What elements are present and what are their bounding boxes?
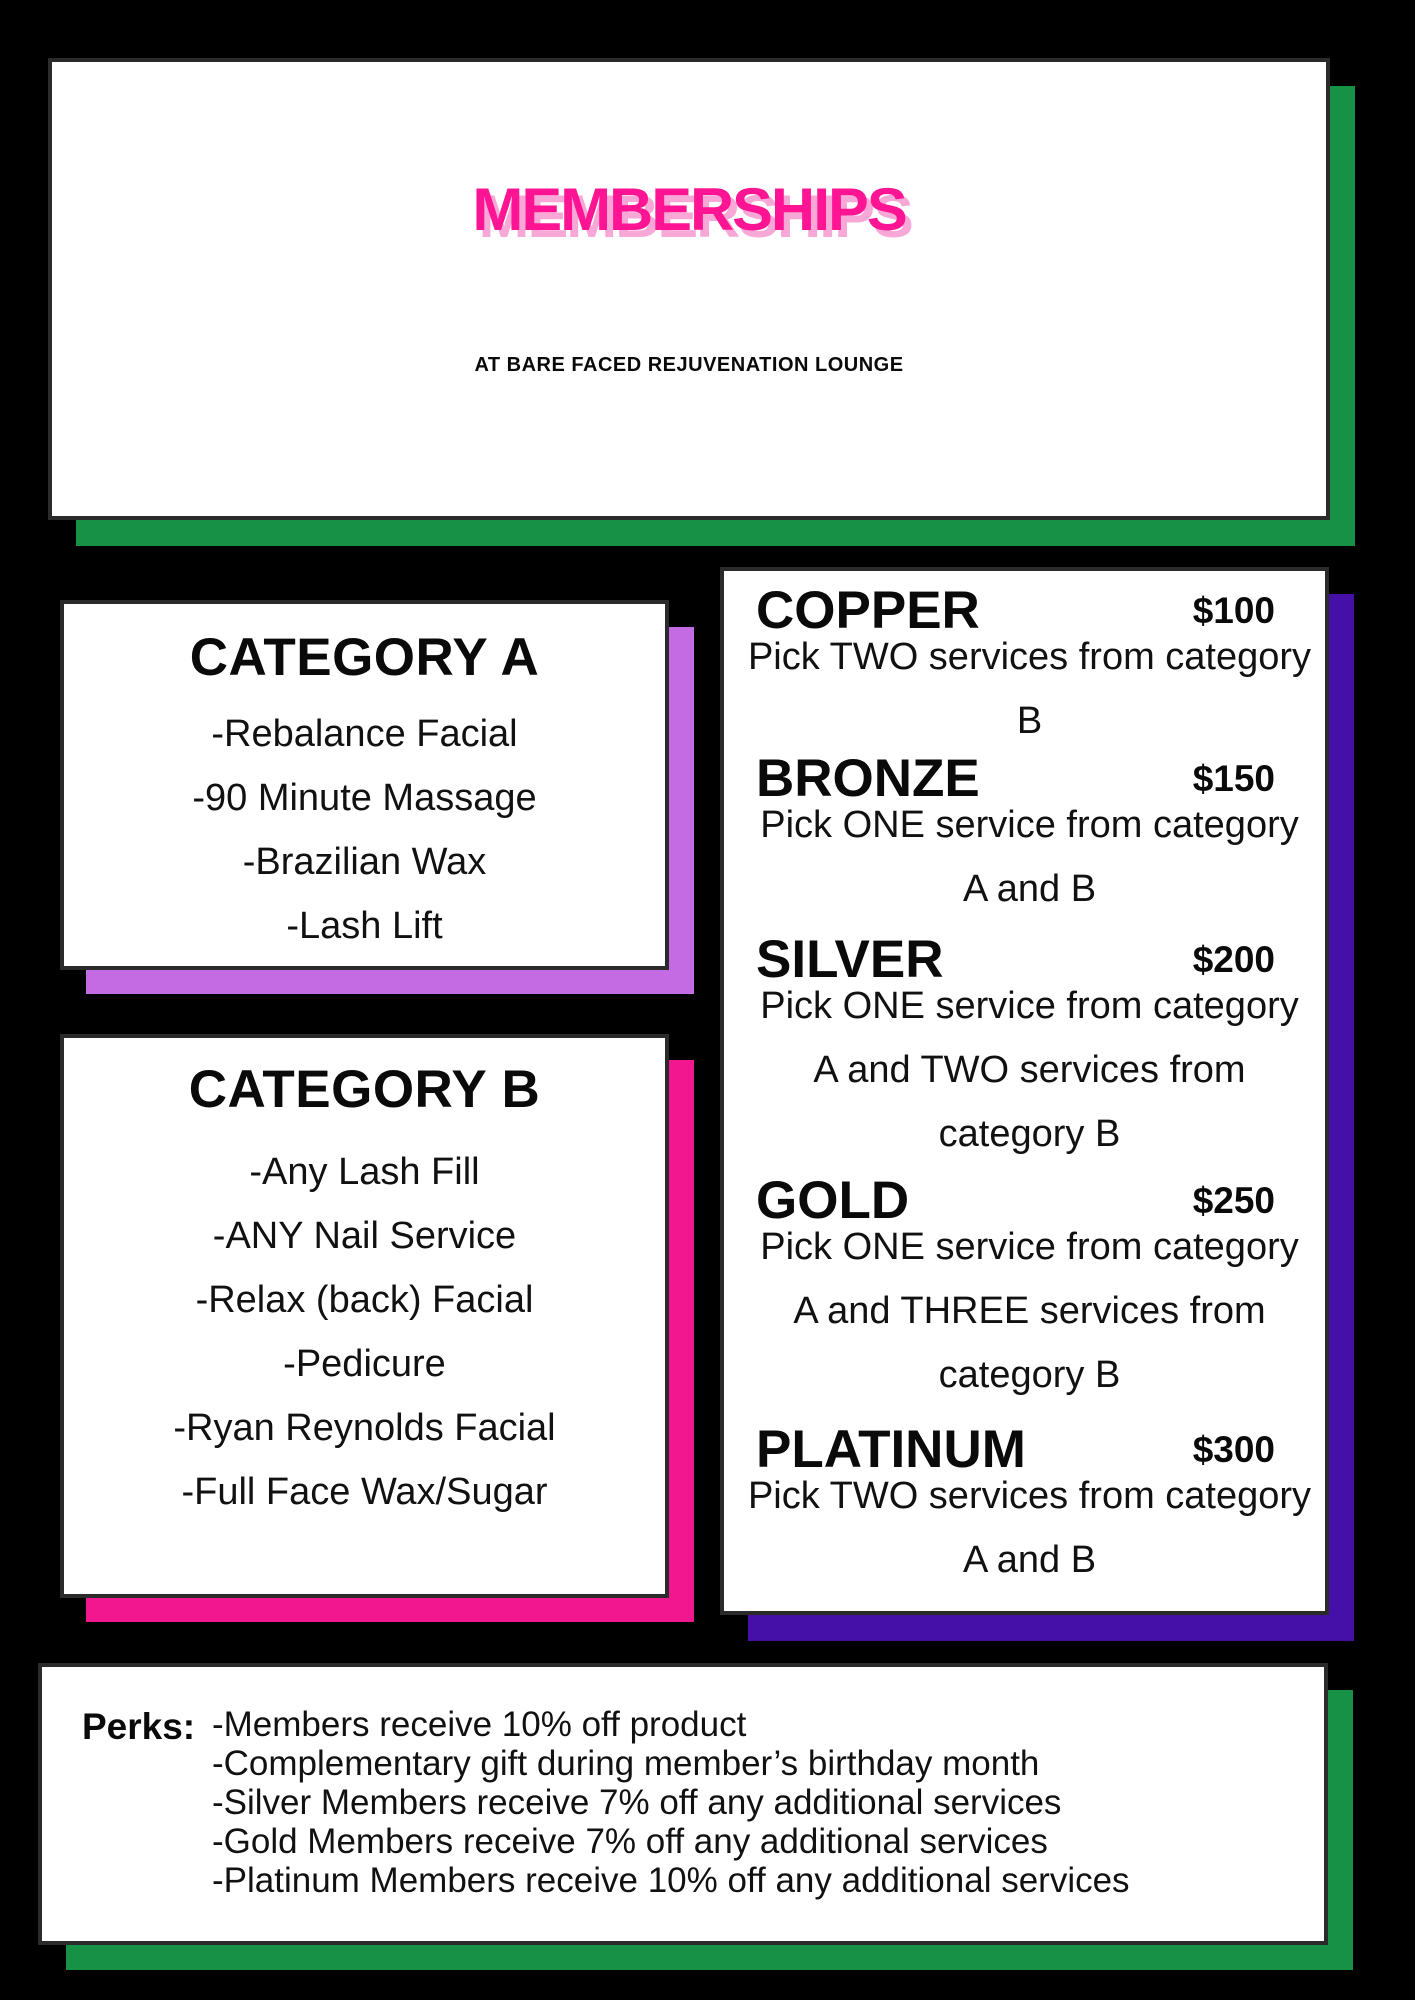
page-subtitle: AT BARE FACED REJUVENATION LOUNGE bbox=[474, 354, 904, 376]
category-a-list bbox=[64, 702, 665, 958]
list-item: -Relax (back) Facial bbox=[195, 1279, 534, 1321]
perks-list bbox=[212, 1705, 1130, 1900]
tier-description: Pick TWO services from category A and B bbox=[747, 1475, 1312, 1581]
list-item: -Any Lash Fill bbox=[249, 1151, 480, 1193]
tier-name: PLATINUM bbox=[756, 1420, 1026, 1479]
tier-description: Pick ONE service from category A and THREE services from category B bbox=[760, 1226, 1299, 1396]
list-item: -Silver Members receive 7% off any additional services bbox=[212, 1783, 1062, 1822]
tier-name: BRONZE bbox=[756, 749, 980, 808]
list-item: -Pedicure bbox=[283, 1343, 446, 1385]
tier-description: Pick ONE service from category A and TWO services from category B bbox=[760, 985, 1299, 1155]
list-item: -Ryan Reynolds Facial bbox=[173, 1407, 556, 1449]
list-item: -Gold Members receive 7% off any additional services bbox=[212, 1822, 1048, 1861]
list-item: -Members receive 10% off product bbox=[212, 1705, 747, 1744]
perks-card bbox=[38, 1663, 1328, 1945]
list-item: -Complementary gift during member’s birthday month bbox=[212, 1744, 1040, 1783]
tier-price: $250 bbox=[1192, 1180, 1275, 1221]
list-item: -ANY Nail Service bbox=[212, 1215, 517, 1257]
category-a-card bbox=[60, 600, 669, 970]
category-b-card bbox=[60, 1034, 669, 1598]
page-title: MEMBERSHIPS bbox=[472, 176, 906, 243]
tiers-card bbox=[720, 567, 1329, 1615]
list-item: -90 Minute Massage bbox=[192, 777, 537, 819]
list-item: -Rebalance Facial bbox=[211, 713, 518, 755]
header-card bbox=[48, 58, 1330, 520]
category-b-title: CATEGORY B bbox=[188, 1060, 541, 1119]
list-item: -Lash Lift bbox=[286, 905, 443, 947]
tier-price: $100 bbox=[1192, 590, 1275, 631]
tier-price: $150 bbox=[1192, 758, 1275, 799]
perks-label: Perks: bbox=[82, 1706, 196, 1747]
tier-name: GOLD bbox=[756, 1171, 910, 1230]
list-item: -Brazilian Wax bbox=[242, 841, 487, 883]
tier-description: Pick ONE service from category A and B bbox=[760, 804, 1299, 910]
category-a-title: CATEGORY A bbox=[189, 628, 540, 687]
tier-name: SILVER bbox=[756, 930, 944, 989]
category-b-list bbox=[64, 1140, 665, 1524]
tier-name: COPPER bbox=[756, 581, 980, 640]
list-item: -Platinum Members receive 10% off any additional services bbox=[212, 1861, 1130, 1900]
tier-description: Pick TWO services from category B bbox=[747, 636, 1312, 742]
tier-price: $200 bbox=[1192, 939, 1275, 980]
list-item: -Full Face Wax/Sugar bbox=[181, 1471, 548, 1513]
tier-price: $300 bbox=[1192, 1429, 1275, 1470]
